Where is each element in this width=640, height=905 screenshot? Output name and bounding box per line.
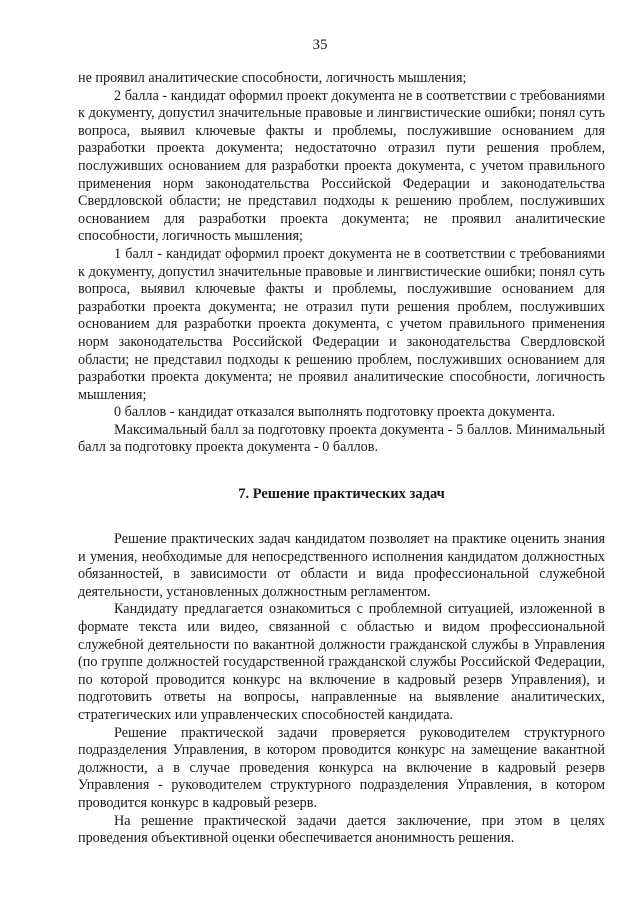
paragraph-score-1: 1 балл - кандидат оформил проект документа не в соответствии с требованиями к документу, допустил значительные правовые и лингвистические ошибки; понял суть вопроса, выявил ключевые факты и проблемы, послужившие основанием для разработки проекта документа; не отразил пути решения проблем, послуживших основанием для разработки проекта документа, с учетом правильного применения норм законодательства Российской Федерации и законодательства Свердловской области; не представил подходы к решению проблем, послуживших основанием для разработки проекта документа; не проявил аналитические способности, логичность мышления; (78, 245, 605, 403)
section-heading: 7. Решение практических задач (238, 486, 445, 503)
paragraph-score-2: 2 балла - кандидат оформил проект документа не в соответствии с требованиями к документу, допустил значительные правовые и лингвистические ошибки; понял суть вопроса, выявил ключевые факты и проблемы, послужившие основанием для разработки проекта документа; недостаточно отразил пути решения проблем, послуживших основанием для разработки проекта документа, с учетом правильного применения норм законодательства Российской Федерации и законодательства Свердловской области; не представил подходы к решению проблем, послуживших основанием для разработки проекта документа; не проявил аналитические способности, логичность мышления; (78, 87, 605, 245)
page-number: 35 (312, 37, 328, 53)
paragraph-candidate-task: Кандидату предлагается ознакомиться с проблемной ситуацией, изложенной в формате текста или видео, связанной с областью и видом профессиональной служебной деятельности по вакантной должности гражданской службы в Управления (по группе должностей государственной гражданской службы Российской Федерации, по которой проводится конкурс на включение в кадровый резерв Управления), и подготовить ответы на вопросы, направленные на выявление аналитических, стратегических или управленческих способностей кандидата. (78, 601, 605, 723)
paragraph-practical-tasks-intro: Решение практических задач кандидатом позволяет на практике оценить знания и умения, необходимые для непосредственного исполнения кандидатом должностных обязанностей, в зависимости от области и вида профессиональной служебной деятельности, установленных должностным регламентом. (78, 531, 605, 600)
paragraph-continuation: не проявил аналитические способности, логичность мышления; (78, 70, 467, 86)
paragraph-conclusion: На решение практической задачи дается заключение, при этом в целях проведения объективной оценки обеспечивается анонимность решения. (78, 812, 605, 847)
document-body (78, 70, 605, 848)
paragraph-score-0: 0 баллов - кандидат отказался выполнять подготовку проекта документа. (114, 404, 556, 421)
paragraph-max-min-score: Максимальный балл за подготовку проекта документа - 5 баллов. Минимальный балл за подготовку проекта документа - 0 баллов. (78, 421, 605, 456)
paragraph-task-review: Решение практической задачи проверяется руководителем структурного подразделения Управления, в котором проводится конкурс на замещение вакантной должности, а в случае проведения конкурса на включение в кадровый резерв Управления - руководителем структурного подразделения Управления, в котором проводится конкурс в кадровый резерв. (78, 724, 605, 811)
